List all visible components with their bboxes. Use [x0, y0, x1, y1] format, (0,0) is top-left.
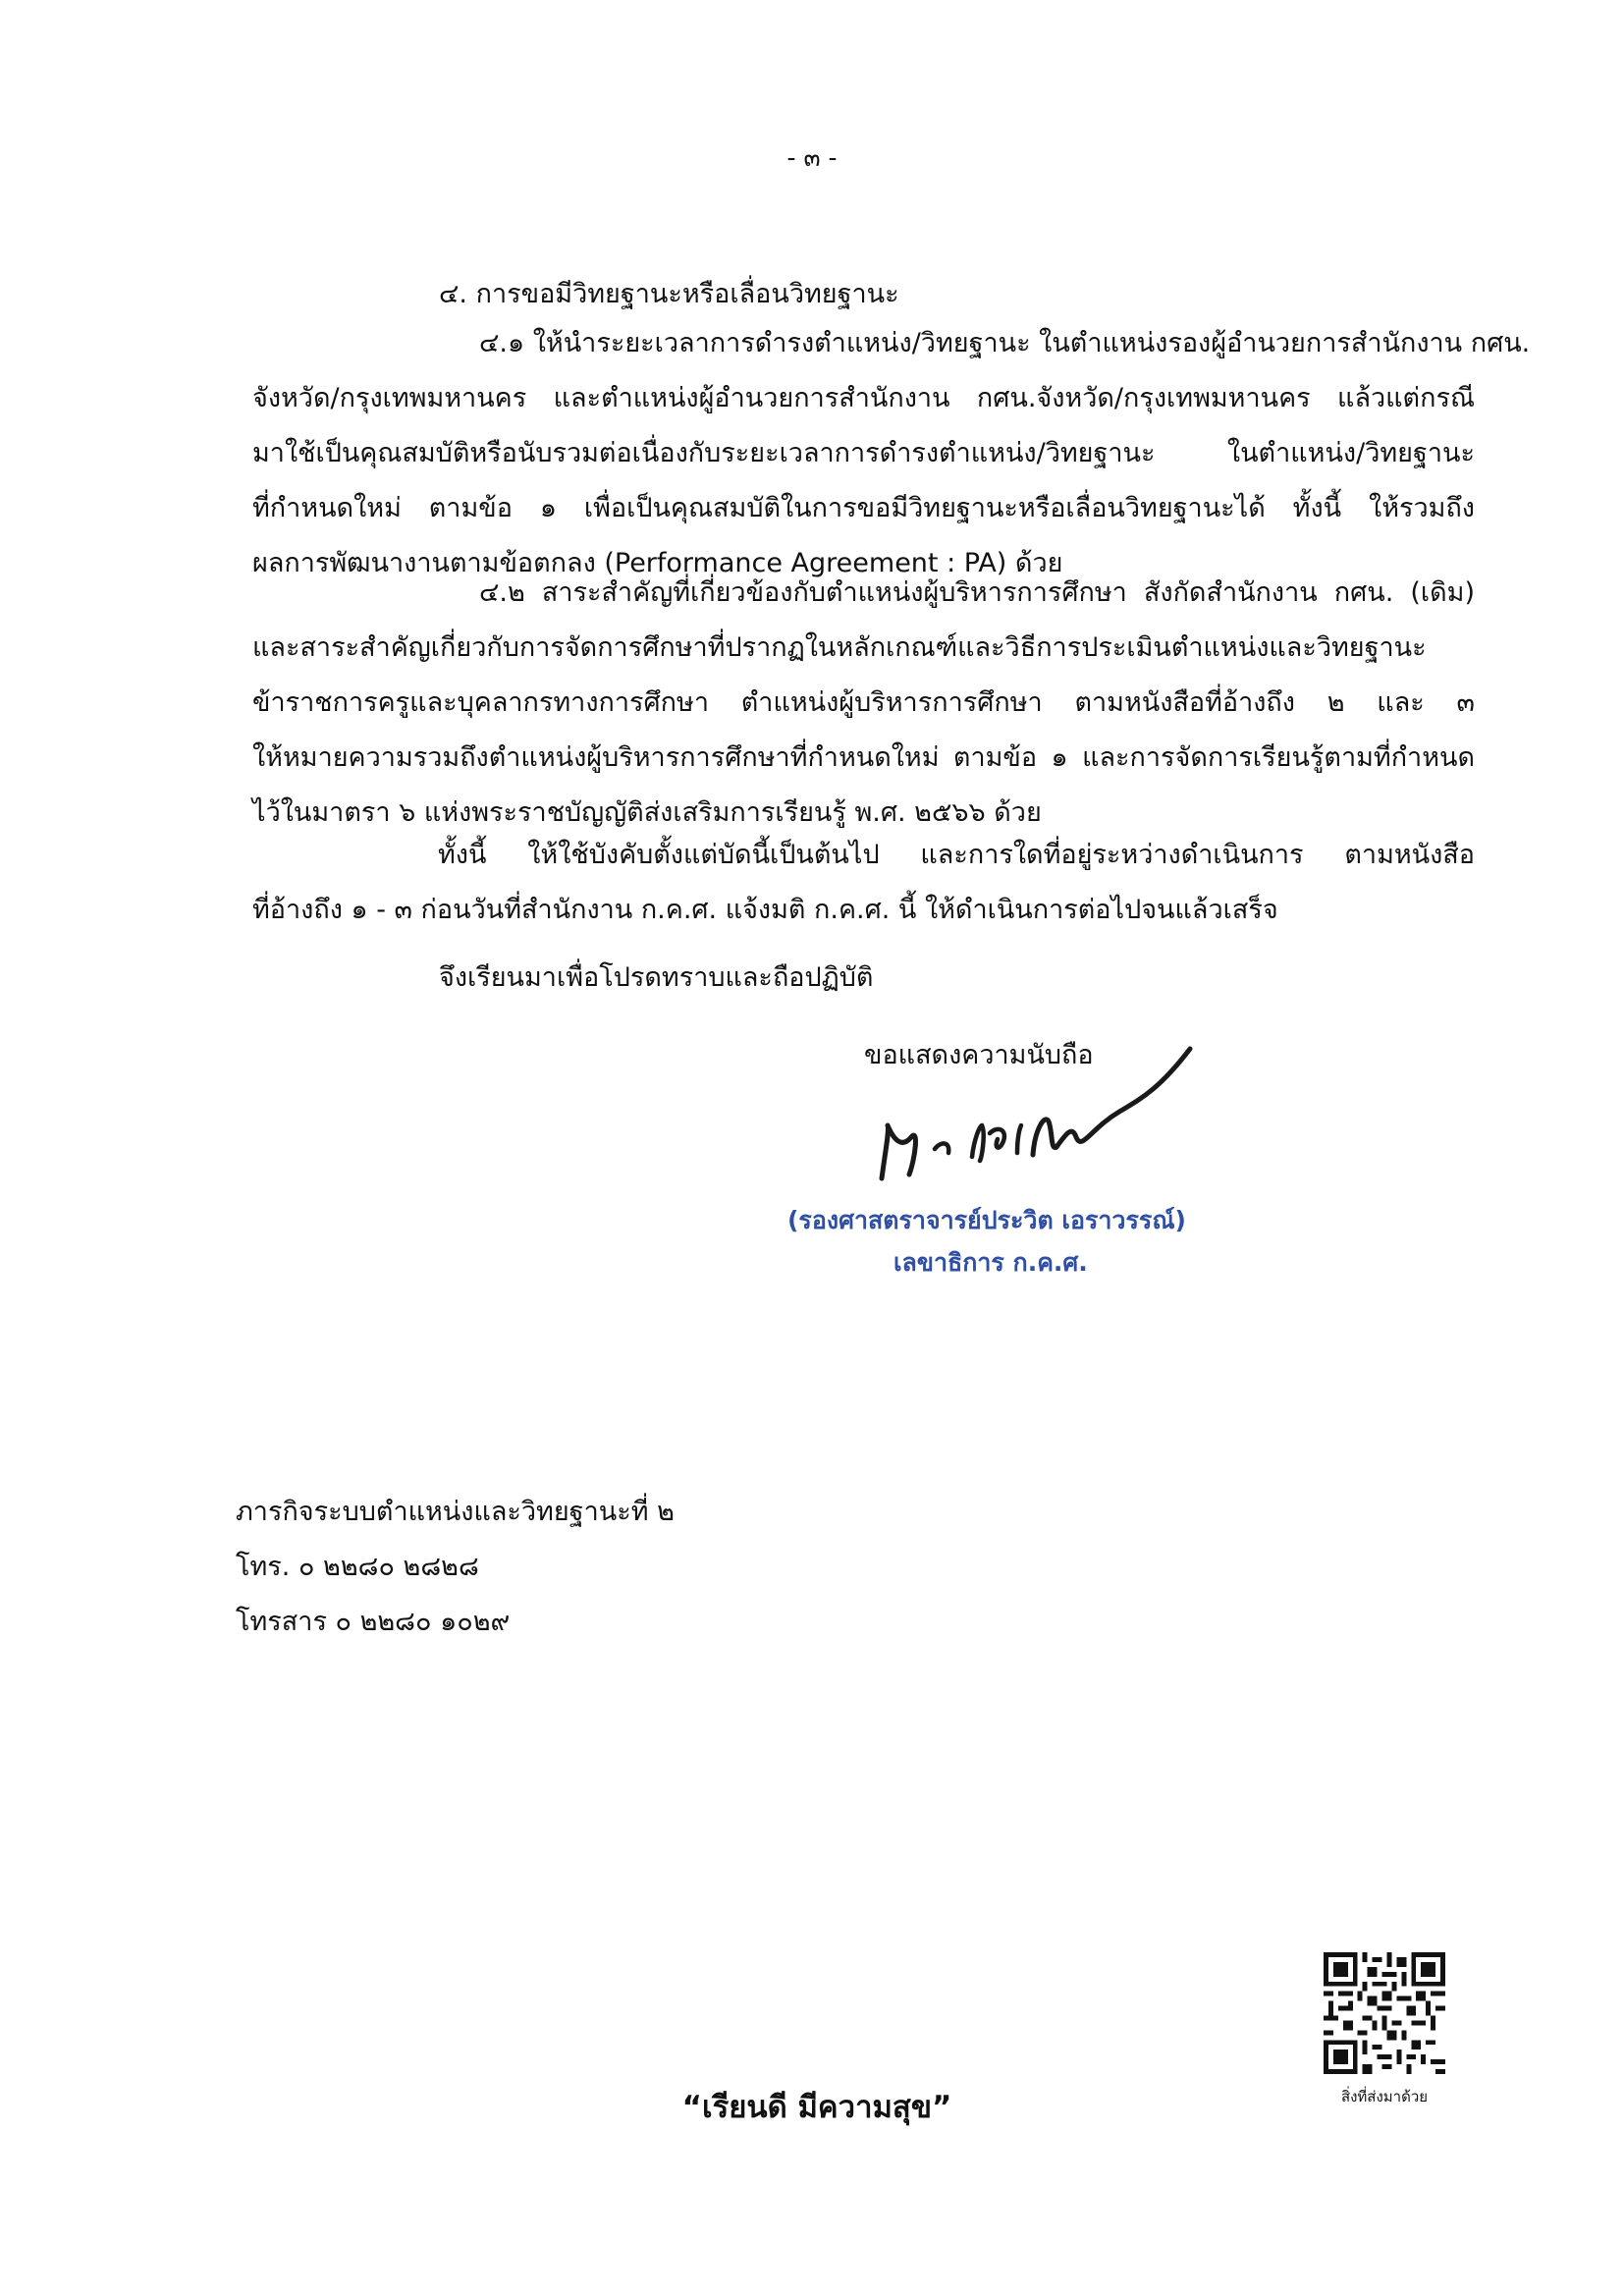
signer-title: เลขาธิการ ก.ค.ศ. — [893, 1248, 1088, 1277]
contact-fax: โทรสาร ๐ ๒๒๘๐ ๑๐๒๙ — [236, 1607, 511, 1637]
contact-unit: ภารกิจระบบตำแหน่งและวิทยฐานะที่ ๒ — [236, 1497, 675, 1527]
paragraph-4-2 — [252, 566, 1475, 841]
paragraph-line: ให้หมายความรวมถึงตำแหน่งผู้บริหารการศึกษาที่กำหนดใหม่ ตามข้อ ๑ และการจัดการเรียนรู้ตามที่กำหนด — [252, 742, 1475, 773]
paragraph-line: ทั้งนี้ ให้ใช้บังคับตั้งแต่บัดนี้เป็นต้นไป และการใดที่อยู่ระหว่างดำเนินการ ตามหนังสือ — [438, 840, 1475, 870]
paragraph-line: ข้าราชการครูและบุคลากรทางการศึกษา ตำแหน่งผู้บริหารการศึกษา ตามหนังสือที่อ้างถึง ๒ และ ๓ — [252, 687, 1475, 718]
paragraph-line: ผลการพัฒนางานตามข้อตกลง (Performance Agreement : PA) ด้วย — [252, 548, 1063, 578]
paragraph-line: ๔.๒ สาระสำคัญที่เกี่ยวข้องกับตำแหน่งผู้บริหารการศึกษา สังกัดสำนักงาน กศน. (เดิม) — [479, 577, 1475, 608]
contact-phone: โทร. ๐ ๒๒๘๐ ๒๘๒๘ — [236, 1552, 479, 1582]
paragraph-line: ที่กำหนดใหม่ ตามข้อ ๑ เพื่อเป็นคุณสมบัติในการขอมีวิทยฐานะหรือเลื่อนวิทยฐานะได้ ทั้งนี้ ให้รวมถึง — [252, 493, 1475, 523]
signature-image — [825, 1031, 1198, 1198]
paragraph-4-1 — [252, 316, 1531, 591]
qr-caption: สิ่งที่ส่งมาด้วย — [1340, 2088, 1429, 2105]
paragraph-line: มาใช้เป็นคุณสมบัติหรือนับรวมต่อเนื่องกับระยะเวลาการดำรงตำแหน่ง/วิทยฐานะ ในตำแหน่ง/วิทยฐานะ — [252, 438, 1475, 468]
regards-line: ขอแสดงความนับถือ — [864, 1040, 1094, 1070]
paragraph-line: ๔.๑ ให้นำระยะเวลาการดำรงตำแหน่ง/วิทยฐานะ ในตำแหน่งรองผู้อำนวยการสำนักงาน กศน. — [479, 328, 1531, 358]
paragraph-line: ที่อ้างถึง ๑ - ๓ ก่อนวันที่สำนักงาน ก.ค.ศ. แจ้งมติ ก.ค.ศ. นี้ ให้ดำเนินการต่อไปจนแล้วเสร็จ — [252, 895, 1278, 925]
motto: “เรียนดี มีความสุข” — [681, 2090, 952, 2125]
qr-code-icon[interactable] — [1324, 1952, 1445, 2074]
paragraph-line: ไว้ในมาตรา ๖ แห่งพระราชบัญญัติส่งเสริมการเรียนรู้ พ.ศ. ๒๕๖๖ ด้วย — [252, 797, 1042, 828]
paragraph-line: และสาระสำคัญเกี่ยวกับการจัดการศึกษาที่ปรากฏในหลักเกณฑ์และวิธีการประเมินตำแหน่งและวิทยฐานะ — [252, 632, 1427, 663]
section-heading: ๔. การขอมีวิทยฐานะหรือเลื่อนวิทยฐานะ — [439, 279, 899, 309]
effective-paragraph — [252, 828, 1475, 938]
paragraph-line: จังหวัด/กรุงเทพมหานคร และตำแหน่งผู้อำนวยการสำนักงาน กศน.จังหวัด/กรุงเทพมหานคร แล้วแต่กรณี — [252, 383, 1475, 413]
closing-line: จึงเรียนมาเพื่อโปรดทราบและถือปฏิบัติ — [439, 962, 874, 993]
signer-name: (รองศาสตราจารย์ประวิต เอราวรรณ์) — [787, 1206, 1186, 1234]
page-number: - ๓ - — [786, 143, 838, 172]
